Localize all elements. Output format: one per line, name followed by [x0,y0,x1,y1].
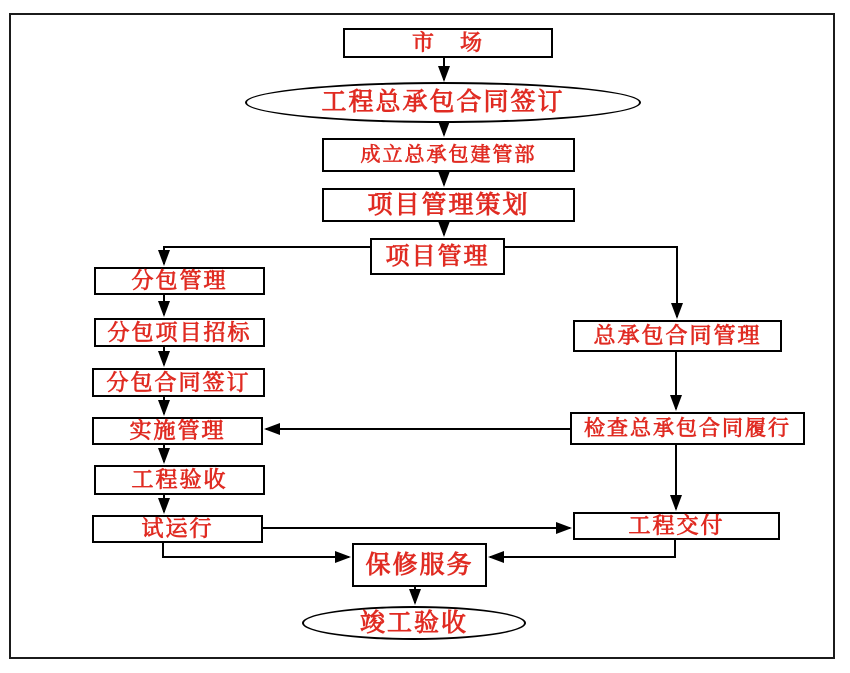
node-label: 工程交付 [628,513,725,538]
node-subcontract-mgmt [94,267,265,295]
node-label: 成立总承包建管部 [360,144,537,166]
node-label: 工程验收 [131,467,228,492]
edge-project-mgmt-to-general-contract-mgmt [505,247,677,317]
node-check-contract-performance [570,412,805,445]
node-epc-contract-signing [245,82,641,123]
node-trial-run [92,515,263,543]
node-label: 保修服务 [365,551,474,579]
node-project-delivery [573,512,780,540]
edge-project-mgmt-to-subcontract-mgmt [164,247,370,264]
node-subcontract-bidding [94,318,265,347]
node-market [343,28,553,58]
edge-trial-run-to-warranty-service [163,543,349,557]
node-label: 试运行 [141,516,214,541]
node-label: 分包管理 [131,268,228,293]
node-warranty-service [352,543,487,587]
node-label: 总承包合同管理 [593,323,762,348]
node-label: 分包项目招标 [107,319,252,345]
node-label: 检查总承包合同履行 [584,416,791,440]
node-project-mgmt [370,238,505,275]
node-completion-acceptance [302,606,526,640]
node-label: 实施管理 [129,418,226,443]
node-label: 市 场 [411,30,484,55]
node-setup-contract-dept [322,138,575,172]
node-project-mgmt-planning [322,188,575,222]
node-subcontract-signing [92,368,265,397]
node-label: 分包合同签订 [106,369,251,395]
node-label: 竣工验收 [359,609,468,637]
node-implementation-mgmt [92,417,263,445]
node-label: 工程总承包合同签订 [321,89,565,116]
node-label: 项目管理策划 [367,191,530,219]
node-project-acceptance [94,465,265,495]
node-general-contract-mgmt [573,320,782,352]
node-label: 项目管理 [385,243,490,270]
edge-project-delivery-to-warranty-service [490,540,675,557]
